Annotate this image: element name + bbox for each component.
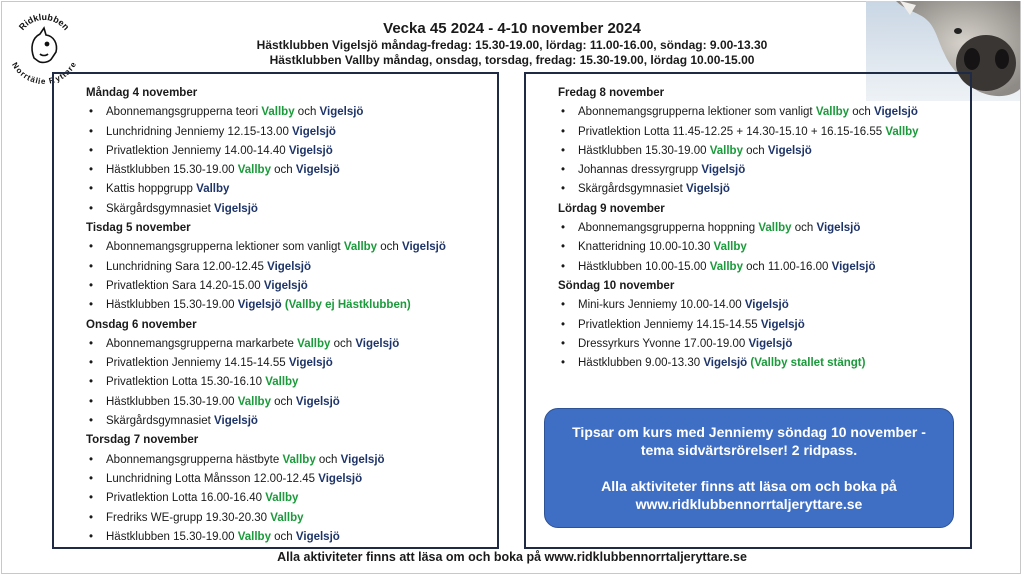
location-vigelsjo: Vigelsjö	[295, 530, 340, 543]
activity-text: och	[849, 106, 874, 119]
activity-text: Mini-kurs Jenniemy 10.00-14.00	[578, 299, 745, 312]
activity-text: Privatlektion Jenniemy 14.15-14.55	[106, 357, 289, 370]
activity-item	[86, 180, 497, 199]
activity-text: Abonnemangsgrupperna lektioner som vanligt	[578, 106, 816, 119]
location-vigelsjo: Vigelsjö	[288, 357, 333, 370]
location-vallby: Vallby	[709, 260, 743, 273]
location-vallby: Vallby	[261, 106, 295, 119]
activity-item	[558, 316, 970, 335]
activity-text: och	[791, 222, 817, 235]
activity-item	[86, 451, 497, 470]
activity-list	[558, 219, 970, 277]
activity-text: Lunchridning Jenniemy 12.15-13.00	[106, 125, 293, 138]
activity-text: Skärgårdsgymnasiet	[578, 183, 687, 196]
activity-item	[86, 509, 497, 528]
location-vigelsjo: Vigelsjö	[214, 202, 258, 215]
activity-text: Knatteridning 10.00-10.30	[578, 241, 714, 254]
location-vigelsjo: Vigelsjö	[831, 260, 876, 273]
hours-vallby: Hästklubben Vallby måndag, onsdag, torsdag, fredag: 15.30-19.00, lördag 10.00-15.00	[269, 53, 755, 67]
activity-list	[558, 103, 970, 199]
location-vigelsjo: Vigelsjö	[686, 183, 730, 196]
location-vigelsjo: Vigelsjö	[355, 337, 400, 350]
activity-text: Hästklubben 9.00-13.30	[578, 357, 704, 370]
location-vallby: Vallby	[270, 511, 304, 524]
activity-item	[558, 335, 970, 354]
location-vallby: Vallby	[237, 530, 271, 543]
activity-item	[86, 103, 497, 122]
location-vigelsjo: Vigelsjö	[263, 279, 308, 292]
location-vigelsjo: Vigelsjö	[340, 453, 385, 466]
day-heading: Lördag 9 november	[558, 202, 665, 215]
activity-list	[86, 451, 497, 547]
activity-list	[558, 296, 970, 373]
activity-text: Hästklubben 15.30-19.00	[106, 299, 238, 312]
activity-text: Abonnemangsgrupperna hoppning	[578, 222, 759, 235]
location-vallby: Vallby	[265, 376, 299, 389]
activity-item	[558, 219, 970, 238]
activity-text: Hästklubben 10.00-15.00	[578, 260, 710, 273]
activity-text: och	[294, 106, 320, 119]
location-vallby: Vallby	[265, 492, 299, 505]
activity-text: och 11.00-16.00	[742, 260, 832, 273]
location-vallby: (Vallby ej Hästklubben)	[284, 299, 411, 312]
callout-line: Tipsar om kurs med Jenniemy söndag 10 november -	[572, 424, 926, 440]
activity-text: och	[315, 453, 341, 466]
location-vigelsjo: Vigelsjö	[288, 144, 333, 157]
day-heading: Onsdag 6 november	[86, 318, 197, 331]
activity-text: Abonnemangsgrupperna markarbete	[106, 337, 298, 350]
location-vallby: Vallby	[885, 125, 919, 138]
location-vigelsjo: Vigelsjö	[744, 299, 789, 312]
activity-list	[86, 238, 497, 315]
activity-text: och	[270, 395, 296, 408]
callout-line: Alla aktiviteter finns att läsa om och boka på	[601, 478, 897, 494]
activity-text: Abonnemangsgrupperna teori	[106, 106, 262, 119]
activity-item	[558, 161, 970, 180]
activity-text: och	[742, 144, 768, 157]
callout-link[interactable]: www.ridklubbennorrtaljeryttare.se	[635, 496, 863, 512]
location-vallby: Vallby	[237, 164, 271, 177]
activity-item	[86, 258, 497, 277]
activity-item	[558, 258, 970, 277]
header	[180, 20, 844, 68]
activity-item	[558, 142, 970, 161]
location-vallby: Vallby	[237, 395, 271, 408]
activity-text: Privatlektion Jenniemy 14.00-14.40	[106, 144, 289, 157]
hours-vigelsjo: Hästklubben Vigelsjö måndag-fredag: 15.30-19.00, lördag: 11.00-16.00, söndag: 9.00-13.30	[256, 38, 768, 52]
day-heading: Söndag 10 november	[558, 279, 675, 292]
activity-text: Skärgårdsgymnasiet	[106, 202, 215, 215]
activity-item	[86, 161, 497, 180]
activity-text: Dressyrkurs Yvonne 17.00-19.00	[578, 337, 749, 350]
activity-text: Hästklubben 15.30-19.00	[578, 144, 710, 157]
activity-item	[86, 296, 497, 315]
location-vallby: Vallby	[282, 453, 316, 466]
activity-text: Privatlektion Jenniemy 14.15-14.55	[578, 318, 761, 331]
activity-item	[86, 277, 497, 296]
activity-item	[86, 373, 497, 392]
activity-item	[558, 123, 970, 142]
location-vigelsjo: Vigelsjö	[292, 125, 336, 138]
activity-item	[86, 123, 497, 142]
location-vigelsjo: Vigelsjö	[295, 395, 340, 408]
course-tip-callout	[544, 408, 954, 528]
activity-item	[86, 528, 497, 547]
location-vallby: (Vallby stallet stängt)	[750, 357, 866, 370]
activity-item	[558, 238, 970, 257]
activity-text: Abonnemangsgrupperna lektioner som vanligt	[106, 241, 344, 254]
activity-text: och	[270, 530, 296, 543]
activity-text: Hästklubben 15.30-19.00	[106, 164, 238, 177]
activity-text: Kattis hoppgrupp	[106, 183, 197, 196]
activity-item	[86, 354, 497, 373]
activity-item	[86, 412, 497, 431]
activity-text: Johannas dressyrgrupp	[578, 164, 702, 177]
location-vigelsjo: Vigelsjö	[701, 164, 746, 177]
callout-line: tema sidvärtsrörelser! 2 ridpass.	[640, 442, 858, 458]
activity-text: och	[377, 241, 402, 254]
day-heading: Torsdag 7 november	[86, 434, 199, 447]
day-heading: Måndag 4 november	[86, 87, 198, 99]
schedule-left-panel	[52, 72, 499, 549]
activity-item	[86, 470, 497, 489]
activity-item	[558, 103, 970, 122]
activity-text: Hästklubben 15.30-19.00	[106, 530, 238, 543]
location-vigelsjo: Vigelsjö	[295, 164, 340, 177]
activity-text: Privatlektion Lotta 11.45-12.25 + 14.30-15.10 + 16.15-16.55	[578, 125, 886, 138]
location-vallby: Vallby	[343, 241, 378, 254]
activity-text: Skärgårdsgymnasiet	[106, 415, 215, 428]
activity-text: Lunchridning Lotta Månsson 12.00-12.45	[106, 472, 319, 485]
logo-text-bottom: Norrtälje Ryttare	[10, 60, 78, 84]
activity-text: Abonnemangsgrupperna hästbyte	[106, 453, 283, 466]
location-vigelsjo: Vigelsjö	[703, 357, 748, 370]
activity-text: Privatlektion Lotta 15.30-16.10	[106, 376, 266, 389]
day-heading: Tisdag 5 november	[86, 222, 191, 235]
location-vallby: Vallby	[815, 106, 850, 119]
activity-list	[86, 335, 497, 431]
activity-text: och	[330, 337, 356, 350]
activity-item	[86, 489, 497, 508]
location-vigelsjo: Vigelsjö	[874, 106, 918, 119]
activity-text: Privatlektion Lotta 16.00-16.40	[106, 492, 266, 505]
activity-item	[86, 142, 497, 161]
location-vigelsjo: Vigelsjö	[760, 318, 805, 331]
location-vigelsjo: Vigelsjö	[214, 415, 258, 428]
location-vallby: Vallby	[709, 144, 743, 157]
activity-list	[86, 103, 497, 219]
location-vigelsjo: Vigelsjö	[767, 144, 812, 157]
activity-text: Lunchridning Sara 12.00-12.45	[106, 260, 268, 273]
activity-item	[558, 354, 970, 373]
activity-text: och	[270, 164, 296, 177]
activity-item	[558, 180, 970, 199]
location-vallby: Vallby	[297, 337, 331, 350]
footer-note: Alla aktiviteter finns att läsa om och boka på www.ridklubbennorrtaljeryttare.se	[277, 550, 747, 564]
day-heading: Fredag 8 november	[558, 87, 665, 99]
location-vigelsjo: Vallby	[196, 183, 230, 196]
location-vigelsjo: Vigelsjö	[816, 222, 861, 235]
location-vigelsjo: Vigelsjö	[267, 260, 312, 273]
activity-text: Privatlektion Sara 14.20-15.00	[106, 279, 264, 292]
activity-text: Hästklubben 15.30-19.00	[106, 395, 238, 408]
location-vallby: Vallby	[758, 222, 792, 235]
location-vallby: Vallby	[713, 241, 747, 254]
location-vigelsjo: Vigelsjö	[319, 106, 364, 119]
activity-text: Fredriks WE-grupp 19.30-20.30	[106, 511, 271, 524]
logo-text-top: Ridklubben	[16, 11, 72, 33]
location-vigelsjo: Vigelsjö	[402, 241, 446, 254]
page-title: Vecka 45 2024 - 4-10 november 2024	[383, 20, 641, 37]
location-vigelsjo: Vigelsjö	[237, 299, 282, 312]
location-vigelsjo: Vigelsjö	[748, 337, 793, 350]
location-vigelsjo: Vigelsjö	[318, 472, 363, 485]
activity-item	[86, 335, 497, 354]
activity-item	[86, 238, 497, 257]
activity-item	[86, 200, 497, 219]
activity-item	[558, 296, 970, 315]
activity-item	[86, 393, 497, 412]
